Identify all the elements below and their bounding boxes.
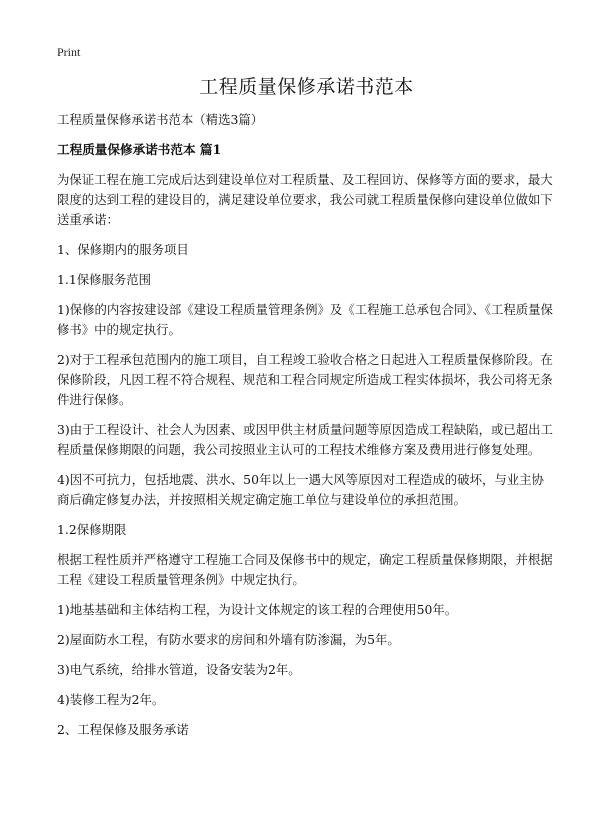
paragraph-intro: 为保证工程在施工完成后达到建设单位对工程质量、及工程回访、保修等方面的要求，最大限度的达到工程的建设目的，满足建设单位要求，我公司就工程质量保修向建设单位做如下送重承诺：: [57, 172, 553, 227]
paragraph-service-items: 1、保修期内的服务项目: [57, 242, 189, 257]
paragraph-scope-4: 4)因不可抗力，包括地震、洪水、50年以上一遇大风等原因对工程造成的破坏，与业主协商后确定修复办法，并按照相关规定确定施工单位与建设单位的承担范围。: [57, 472, 544, 507]
paragraph-scope-3: 3)由于工程设计、社会人为因素、或因甲供主材质量问题等原因造成工程缺陷，或已超出工程质量保修期限的问题，我公司按照业主认可的工程技术维修方案及费用进行修复处理。: [57, 422, 553, 457]
paragraph-scope-heading: 1.1保修服务范围: [57, 272, 152, 287]
paragraph-scope-2: 2)对于工程承包范围内的施工项目，自工程竣工验收合格之日起进入工程质量保修阶段。在保修阶段，凡因工程不符合规程、规范和工程合同规定所造成工程实体损坏，我公司将无条件进行保修。: [57, 352, 553, 407]
document-title: 工程质量保修承诺书范本: [199, 76, 414, 98]
document-subtitle: 工程质量保修承诺书范本（精选3篇）: [57, 112, 264, 127]
paragraph-period-heading: 1.2保修期限: [57, 522, 127, 537]
paragraph-period-3: 3)电气系统，给排水管道，设备安装为2年。: [57, 662, 301, 677]
paragraph-period-4: 4)装修工程为2年。: [57, 692, 165, 707]
section-heading: 工程质量保修承诺书范本 篇1: [57, 142, 222, 157]
print-link[interactable]: Print: [57, 45, 81, 59]
paragraph-commitment-heading: 2、工程保修及服务承诺: [57, 722, 189, 737]
paragraph-period-intro: 根据工程性质并严格遵守工程施工合同及保修书中的规定，确定工程质量保修期限，并根据工程《建设工程质量管理条例》中规定执行。: [57, 552, 553, 587]
paragraph-period-2: 2)屋面防水工程，有防水要求的房间和外墙有防渗漏，为5年。: [57, 632, 400, 647]
paragraph-period-1: 1)地基基础和主体结构工程，为设计文体规定的该工程的合理使用50年。: [57, 602, 458, 617]
paragraph-scope-1: 1)保修的内容按建设部《建设工程质量管理条例》及《工程施工总承包合同》、《工程质量保修书》中的规定执行。: [57, 302, 553, 337]
